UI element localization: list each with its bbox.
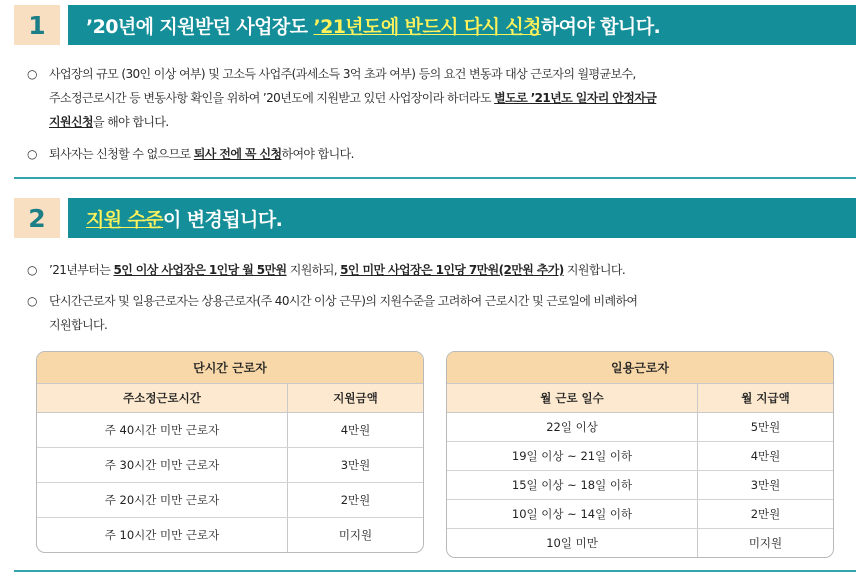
- section-1-bullet-2: [27, 142, 354, 166]
- section-1-header: [14, 5, 856, 45]
- table-cell: 2만원: [340, 493, 371, 507]
- section-2-title: [68, 198, 856, 238]
- section-2-number: 2: [14, 198, 60, 238]
- bottom-divider: [14, 570, 856, 572]
- table-cell: 주 40시간 미만 근로자: [37, 413, 288, 447]
- s2-bullet-1-pre: ’21년부터는: [49, 263, 114, 277]
- section-1-bullet-1-line-2: [49, 86, 656, 110]
- table-cell: 2만원: [750, 507, 781, 521]
- bullet-1-line-3-text: 을 해야 합니다.: [92, 115, 169, 129]
- table-cell: 5만원: [750, 420, 781, 434]
- section-2-title-post: 이 변경됩니다.: [163, 208, 283, 231]
- bullet-circle-icon: ○: [27, 67, 37, 81]
- bullet-circle-icon: ○: [27, 294, 37, 308]
- part-time-worker-table: [36, 351, 424, 553]
- section-divider: [14, 177, 856, 179]
- bullet-2-underlined: 퇴사 전에 꼭 신청: [193, 147, 282, 161]
- section-2-bullet-2: [27, 289, 637, 313]
- table-cell: 15일 이상 ~ 18일 이하: [447, 471, 698, 499]
- section-1-bullet-1: [27, 62, 636, 86]
- table-row: [447, 413, 833, 442]
- table-cell: 19일 이상 ~ 21일 이하: [447, 442, 698, 470]
- section-1-title-pre: ’20년에 지원받던 사업장도: [86, 15, 314, 38]
- table-row: [447, 529, 833, 557]
- part-time-header-amount: 지원금액: [333, 391, 378, 405]
- section-2-header: [14, 198, 856, 238]
- s2-bullet-1-mid: 지원하되,: [286, 263, 341, 277]
- table-cell: 10일 이상 ~ 14일 이하: [447, 500, 698, 528]
- part-time-table-caption: 단시간 근로자: [37, 352, 423, 384]
- table-row: [37, 483, 423, 518]
- table-cell: 10일 미만: [447, 529, 698, 557]
- table-cell: 미지원: [338, 528, 373, 542]
- bullet-1-underlined-text-2: 지원신청: [49, 115, 93, 129]
- section-1-title-post: 하여야 합니다.: [540, 15, 661, 38]
- s2-bullet-1-underlined-2: 5인 미만 사업장은 1인당 7만원(2만원 추가): [340, 263, 564, 277]
- table-cell: 22일 이상: [447, 413, 698, 441]
- table-row: [37, 448, 423, 483]
- table-cell: 미지원: [748, 536, 783, 550]
- table-cell: 4만원: [340, 423, 371, 437]
- table-row: [447, 471, 833, 500]
- daily-header-amount: 월 지급액: [741, 391, 790, 405]
- bullet-1-line-2-text: 주소정근로시간 등 변동사항 확인을 위하여 ’20년도에 지원받고 있던 사업장이라 하더라도: [49, 91, 495, 105]
- section-2-bullet-2-line-2: 지원합니다.: [49, 318, 108, 332]
- bullet-circle-icon: ○: [27, 263, 37, 277]
- daily-worker-table: [446, 351, 834, 558]
- table-row: [37, 413, 423, 448]
- bullet-circle-icon: ○: [27, 147, 37, 161]
- s2-bullet-1-underlined-1: 5인 이상 사업장은 1인당 월 5만원: [113, 263, 287, 277]
- section-1-number: 1: [14, 5, 60, 45]
- s2-bullet-1-post: 지원합니다.: [563, 263, 626, 277]
- part-time-table-header: [37, 384, 423, 413]
- table-cell: 3만원: [340, 458, 371, 472]
- section-2-bullet-1: [27, 258, 625, 282]
- table-row: [37, 518, 423, 552]
- daily-header-days: 월 근로 일수: [447, 384, 698, 412]
- section-1-title-highlight: ’21년도에 반드시 다시 신청: [313, 15, 541, 38]
- s2-bullet-2-line-1: 단시간근로자 및 일용근로자는 상용근로자(주 40시간 이상 근무)의 지원수준을 고려하여 근로시간 및 근로일에 비례하여: [49, 294, 638, 308]
- bullet-1-underlined-text: 별도로 ’21년도 일자리 안정자금: [494, 91, 657, 105]
- bullet-2-post: 하여야 합니다.: [281, 147, 354, 161]
- table-cell: 4만원: [750, 449, 781, 463]
- section-1-bullet-1-line-3: [49, 110, 169, 134]
- table-cell: 주 30시간 미만 근로자: [37, 448, 288, 482]
- daily-table-header: [447, 384, 833, 413]
- part-time-header-hours: 주소정근로시간: [37, 384, 288, 412]
- section-2-title-highlight: 지원 수준: [86, 208, 164, 231]
- bullet-1-line-1: 사업장의 규모 (30인 이상 여부) 및 고소득 사업주(과세소득 3억 초과 여부) 등의 요건 변동과 대상 근로자의 월평균보수,: [49, 67, 636, 81]
- section-1-title: [68, 5, 856, 45]
- table-cell: 주 20시간 미만 근로자: [37, 483, 288, 517]
- bullet-2-pre: 퇴사자는 신청할 수 없으므로: [49, 147, 194, 161]
- table-row: [447, 500, 833, 529]
- table-cell: 3만원: [750, 478, 781, 492]
- table-row: [447, 442, 833, 471]
- table-cell: 주 10시간 미만 근로자: [37, 518, 288, 552]
- daily-table-caption: 일용근로자: [447, 352, 833, 384]
